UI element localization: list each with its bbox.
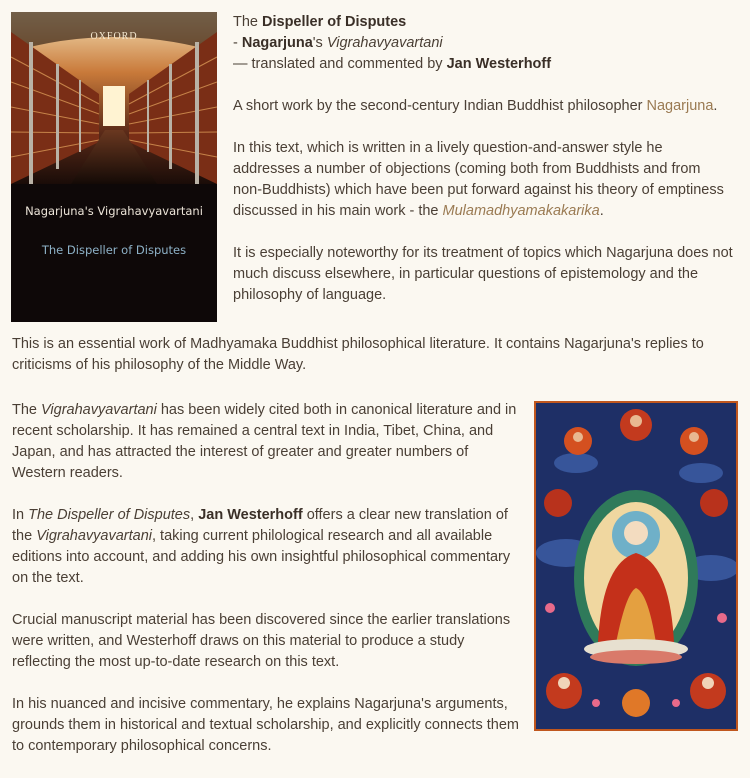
col-p2-a: In <box>12 507 29 523</box>
col-p1-italic: Vigrahavyavartani <box>41 402 157 418</box>
col-p1-a: The <box>12 402 42 418</box>
publisher-logo: OXFORD <box>90 31 138 42</box>
intro-paragraph-1 <box>233 96 733 117</box>
title-line <box>233 12 733 33</box>
intro-paragraph-2 <box>233 138 733 222</box>
description-column <box>12 400 522 778</box>
library-photo-illustration <box>11 12 217 322</box>
translator-prefix: — translated and commented by <box>233 56 447 72</box>
title-prefix: The <box>233 14 263 30</box>
buddha-thangka-illustration <box>536 403 736 729</box>
author-possessive: 's <box>312 35 327 51</box>
col-p2-d: , taking current philological research and all available editions into account, and adding his own insightful philosophical commentary on the text. <box>12 528 511 586</box>
col-p2-b: , <box>190 507 199 523</box>
intro-p2-end: . <box>599 203 604 219</box>
nagarjuna-link[interactable]: Nagarjuna <box>646 98 714 114</box>
col-p2-bold: Jan Westerhoff <box>198 507 303 523</box>
essential-paragraph: This is an essential work of Madhyamaka Buddhist philosophical literature. It contains Nagarjuna's replies to criticisms of his philosophy of the Middle Way. <box>12 336 704 373</box>
col-p2-italic1: The Dispeller of Disputes <box>28 507 191 523</box>
column-paragraph-1 <box>12 400 522 484</box>
thangka-painting-image <box>534 401 738 731</box>
author-name: Nagarjuna <box>241 35 313 51</box>
col-p1-b: has been widely cited both in canonical literature and in recent scholarship. It has remained a central text in India, Tibet, China, and Japan, and has attracted the interest of greater and greater numbers of Western readers. <box>12 402 517 481</box>
cover-subtitle: The Dispeller of Disputes <box>41 243 187 257</box>
translator-line <box>233 54 733 75</box>
mulamadhyamakakarika-link[interactable]: Mulamadhyamakakarika <box>442 203 600 219</box>
book-cover-image <box>11 12 217 322</box>
intro-p1-end: . <box>713 98 718 114</box>
intro-block <box>233 12 733 306</box>
col-p2-italic2: Vigrahavyavartani <box>36 528 152 544</box>
intro-paragraph-3: It is especially noteworthy for its treatment of topics which Nagarjuna does not much discuss elsewhere, in particular questions of epistemology and the philosophy of language. <box>233 245 733 303</box>
intro-p2-text: In this text, which is written in a lively question-and-answer style he addresses a number of objections (coming both from Buddhists and from non-Buddhists) which have been put forward against his theory of emptiness discussed in his main work - the <box>233 140 724 219</box>
work-title: Vigrahavyavartani <box>326 35 443 51</box>
column-paragraph-4: In his nuanced and incisive commentary, he explains Nagarjuna's arguments, grounds them in historical and textual scholarship, and explicitly connects them to contemporary philosophical concerns. <box>12 696 519 754</box>
translator-name: Jan Westerhoff <box>446 56 552 72</box>
author-prefix: - <box>233 35 242 51</box>
column-paragraph-2 <box>12 505 522 589</box>
book-title: Dispeller of Disputes <box>262 14 407 30</box>
col-p2-c: offers a clear new translation of the <box>12 507 508 544</box>
column-paragraph-3: Crucial manuscript material has been discovered since the earlier translations were written, and Westerhoff draws on this material to produce a study reflecting the most up-to-date research on this text. <box>12 612 511 670</box>
cover-title: Nagarjuna's Vigrahavyavartani <box>25 204 203 218</box>
author-line <box>233 33 733 54</box>
intro-p1-text: A short work by the second-century Indian Buddhist philosopher <box>233 98 647 114</box>
